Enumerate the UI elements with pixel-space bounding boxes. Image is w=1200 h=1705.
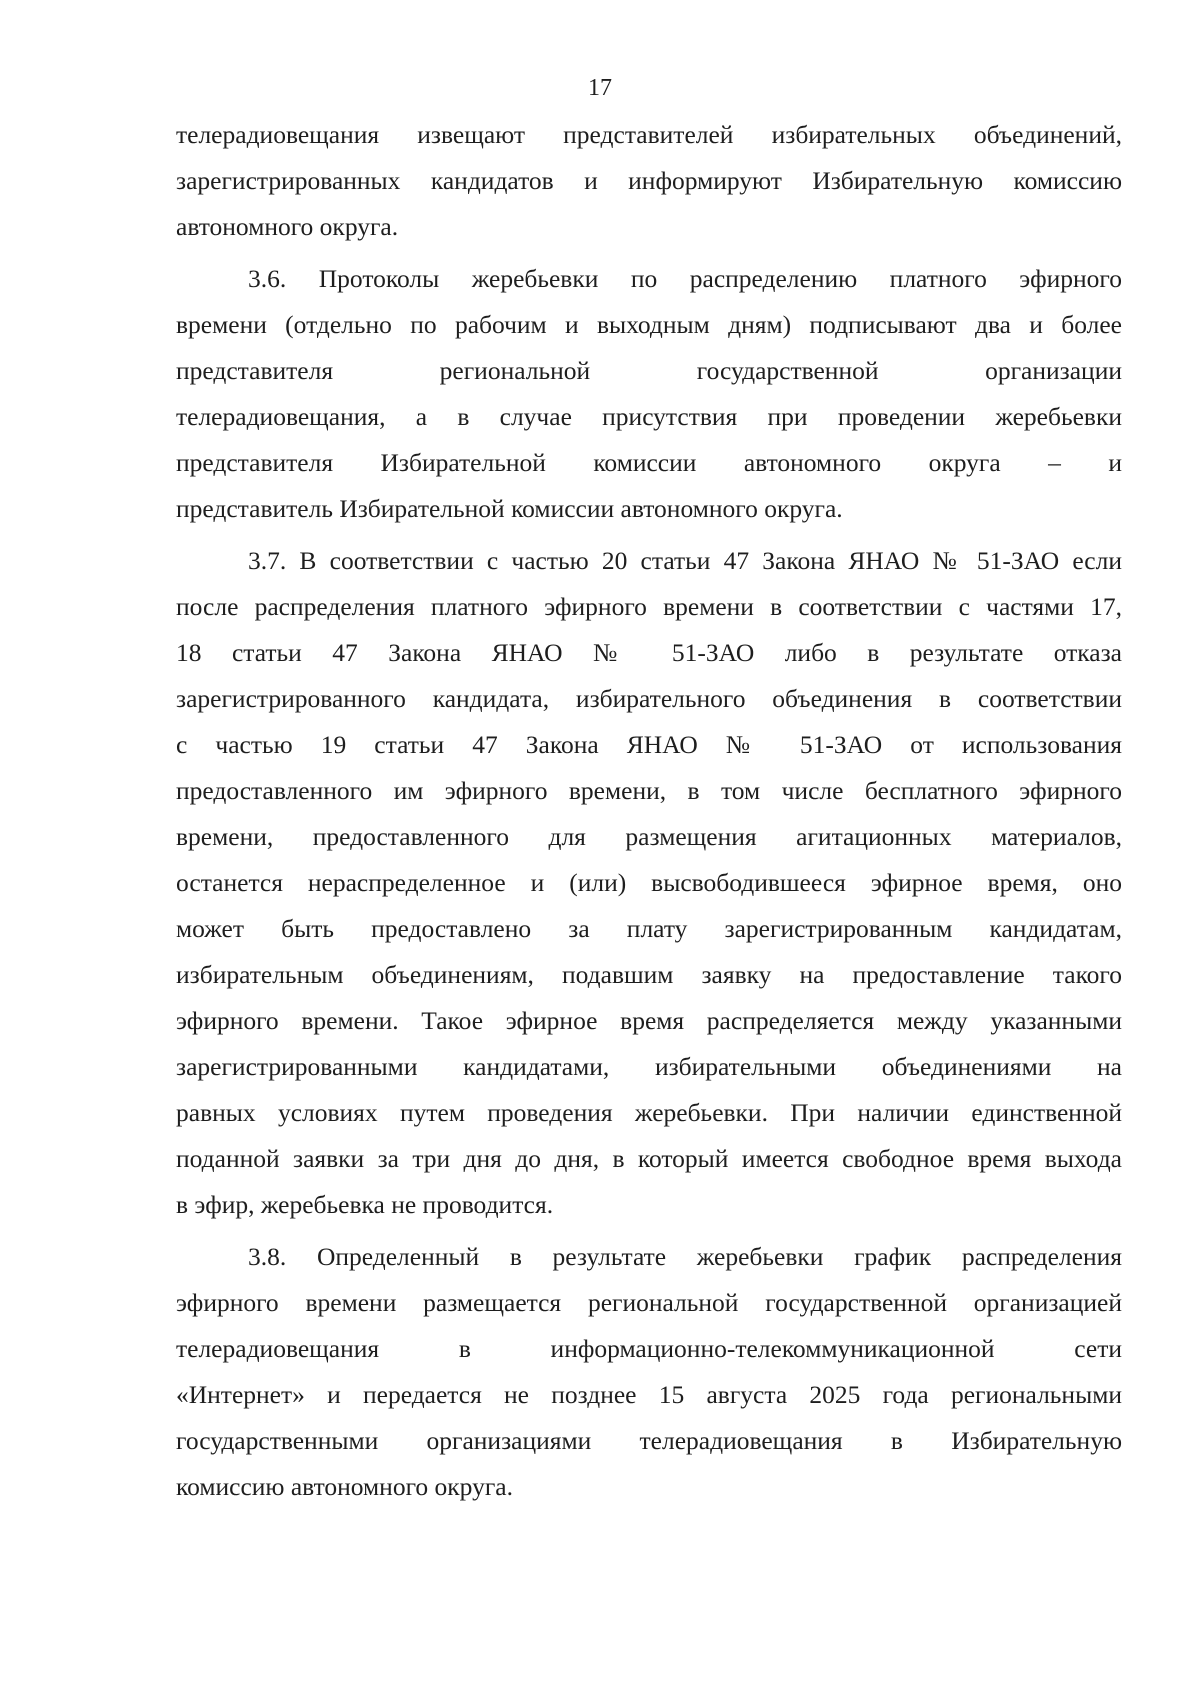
- text-line: в эфир, жеребьевка не проводится.: [176, 1190, 554, 1219]
- text-line: избирательным объединениям, подавшим заявку на предоставление такого: [176, 960, 1122, 989]
- text-line: останется нераспределенное и (или) высвободившееся эфирное время, оно: [176, 868, 1122, 897]
- text-line: с частью 19 статьи 47 Закона ЯНАО № 51-ЗАО от использования: [176, 730, 1122, 759]
- text-line: после распределения платного эфирного времени в соответствии с частями 17,: [176, 592, 1122, 621]
- page-number: 17: [588, 75, 612, 101]
- text-line: зарегистрированных кандидатов и информируют Избирательную комиссию: [176, 166, 1122, 195]
- text-line: времени (отдельно по рабочим и выходным дням) подписывают два и более: [176, 310, 1122, 339]
- text-line: представитель Избирательной комиссии автономного округа.: [176, 494, 843, 523]
- text-line: зарегистрированными кандидатами, избирательными объединениями на: [176, 1052, 1122, 1081]
- paragraph-continuation: [176, 112, 1122, 250]
- text-line: комиссию автономного округа.: [176, 1472, 513, 1501]
- text-line: равных условиях путем проведения жеребьевки. При наличии единственной: [176, 1098, 1122, 1127]
- text-line: телерадиовещания в информационно-телекоммуникационной сети: [176, 1334, 1122, 1363]
- text-line: телерадиовещания извещают представителей избирательных объединений,: [176, 120, 1122, 149]
- text-line: зарегистрированного кандидата, избирательного объединения в соответствии: [176, 684, 1122, 713]
- text-line: телерадиовещания, а в случае присутствия при проведении жеребьевки: [176, 402, 1122, 431]
- text-line: «Интернет» и передается не позднее 15 августа 2025 года региональными: [176, 1380, 1122, 1409]
- paragraph-3-8: [176, 1234, 1122, 1510]
- text-line: 3.7. В соответствии с частью 20 статьи 47 Закона ЯНАО № 51-ЗАО если: [248, 546, 1122, 575]
- text-line: может быть предоставлено за плату зарегистрированным кандидатам,: [176, 914, 1122, 943]
- text-line: эфирного времени размещается региональной государственной организацией: [176, 1288, 1122, 1317]
- paragraph-3-7: [176, 538, 1122, 1228]
- text-line: эфирного времени. Такое эфирное время распределяется между указанными: [176, 1006, 1122, 1035]
- text-line: представителя Избирательной комиссии автономного округа – и: [176, 448, 1122, 477]
- text-line: поданной заявки за три дня до дня, в который имеется свободное время выхода: [176, 1144, 1122, 1173]
- text-line: времени, предоставленного для размещения агитационных материалов,: [176, 822, 1122, 851]
- paragraph-3-6: [176, 256, 1122, 532]
- document-body: [176, 112, 1122, 1510]
- text-line: представителя региональной государственной организации: [176, 356, 1122, 385]
- text-line: 3.8. Определенный в результате жеребьевки график распределения: [248, 1242, 1122, 1271]
- text-line: автономного округа.: [176, 212, 399, 241]
- text-line: предоставленного им эфирного времени, в том числе бесплатного эфирного: [176, 776, 1122, 805]
- text-line: 18 статьи 47 Закона ЯНАО № 51-ЗАО либо в результате отказа: [176, 638, 1122, 667]
- text-line: 3.6. Протоколы жеребьевки по распределению платного эфирного: [248, 264, 1122, 293]
- text-line: государственными организациями телерадиовещания в Избирательную: [176, 1426, 1122, 1455]
